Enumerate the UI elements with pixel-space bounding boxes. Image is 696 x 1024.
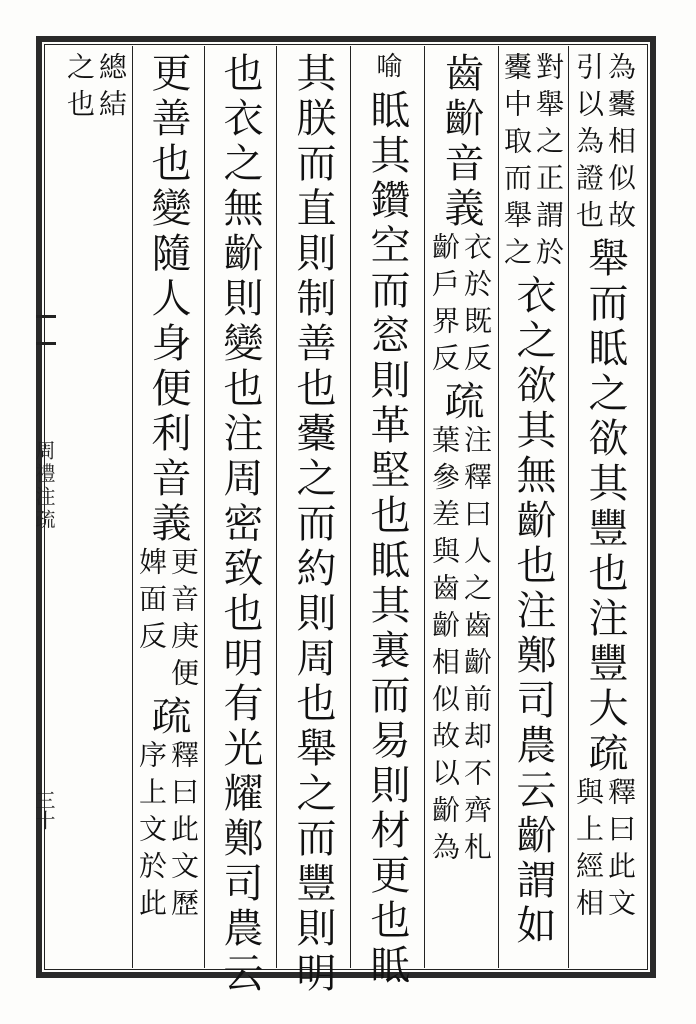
column-rule [498, 46, 499, 968]
annotation-line: 釋曰此文歷 [167, 740, 200, 925]
annotation-line: 齘戶界反 [428, 232, 461, 380]
main-text: 豐大疏 [582, 642, 628, 777]
annotation-line: 衣於既反 [460, 232, 493, 380]
main-text: 衣之欲其無齘也注鄭司農云齘謂如 [510, 274, 556, 949]
annotation-line: 與上經相 [572, 777, 605, 925]
main-text: 齒齘音義 [438, 52, 484, 232]
annotation-line: 引以為證也 [572, 52, 605, 237]
column-rule [276, 46, 277, 968]
annotation-line: 更音庚便 [167, 547, 200, 695]
column-rule [204, 46, 205, 968]
annotation-line: 婢面反 [135, 547, 168, 658]
annotation-line: 葉參差與齒齘相似故以齘為 [428, 425, 461, 869]
column-rule [350, 46, 351, 968]
main-text: 疏 [145, 695, 191, 740]
column-rule [568, 46, 569, 968]
main-text: 更善也變隨人身便利音義 [145, 52, 191, 547]
book-title: 周禮注疏 [32, 440, 56, 532]
small-text: 喻 [372, 52, 402, 89]
annotation-line: 總結 [95, 52, 128, 126]
annotation-line: 序上文於此 [135, 740, 168, 925]
main-text: 也衣之無齘則變也注周密致也明有光耀鄭司農云 [217, 52, 263, 997]
annotation-line: 為櫜相似故 [604, 52, 637, 237]
column-rule [424, 46, 425, 968]
annotation-line: 對舉之正謂於 [532, 52, 565, 274]
annotation-line: 注釋曰人之齒齘前却不齊札 [460, 425, 493, 869]
page-number: 三十 [32, 790, 56, 830]
main-text: 舉而眡之欲其豐也注 [582, 237, 628, 642]
column-rule [132, 46, 133, 968]
annotation-line: 櫜中取而舉之 [500, 52, 533, 274]
annotation-line: 之也 [63, 52, 96, 126]
annotation-line: 釋曰此文 [604, 777, 637, 925]
main-text: 疏 [438, 380, 484, 425]
main-text: 眡其鑽空而窓則革堅也眡其裏而易則材更也眡 [364, 89, 410, 989]
fishtail-ornament [36, 315, 56, 345]
main-text: 其朕而直則制善也櫜之而約則周也舉之而豐則明 [290, 52, 336, 997]
